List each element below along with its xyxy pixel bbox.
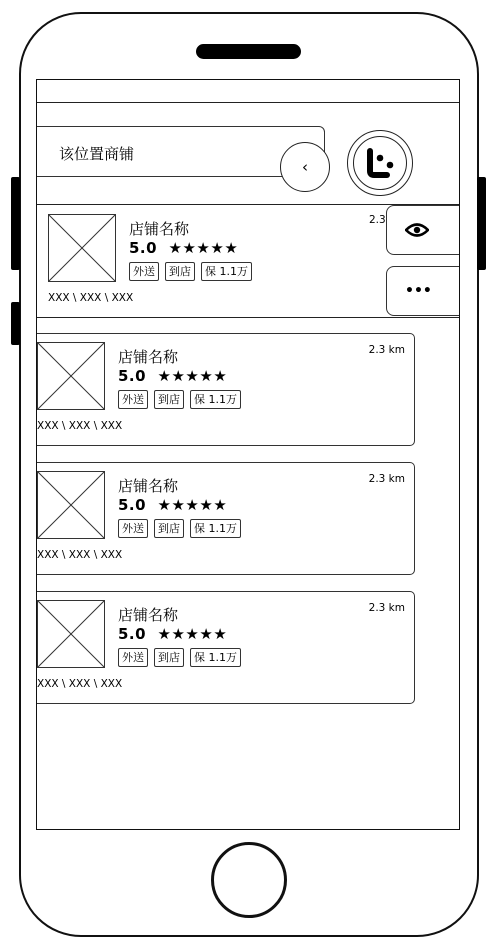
shop-name: 店铺名称: [118, 348, 179, 366]
shop-address: XXX \ XXX \ XXX: [37, 420, 123, 432]
chevron-left-icon: ‹: [302, 158, 308, 176]
shop-distance: 2.3 km: [368, 473, 405, 485]
shop-address: XXX \ XXX \ XXX: [37, 678, 123, 690]
star-rating-icon: ★★★★★: [162, 239, 239, 257]
star-rating-icon: ★★★★★: [151, 367, 228, 385]
home-button[interactable]: [211, 842, 287, 918]
shop-distance: 2.3: [369, 214, 386, 226]
shop-thumbnail: [37, 342, 105, 410]
back-button[interactable]: [280, 142, 330, 192]
shop-distance: 2.3 km: [368, 344, 405, 356]
star-rating-icon: ★★★★★: [151, 625, 228, 643]
tag-in-store: 到店: [154, 519, 184, 538]
shop-address: XXX \ XXX \ XXX: [37, 549, 123, 561]
shop-rating: [118, 625, 227, 643]
tag-guarantee: 保 1.1万: [201, 262, 252, 281]
screen: [36, 79, 460, 830]
shop-thumbnail: [37, 600, 105, 668]
shop-tags: [118, 648, 241, 667]
shop-card[interactable]: [36, 462, 415, 575]
eye-icon: [405, 222, 429, 238]
mute-switch: [11, 302, 20, 345]
tag-guarantee: 保 1.1万: [190, 390, 241, 409]
shop-tags: [118, 519, 241, 538]
shop-rating: [118, 496, 227, 514]
shop-rating: [129, 239, 238, 257]
tag-in-store: 到店: [154, 648, 184, 667]
list-divider: [37, 317, 460, 318]
shop-tags: [118, 390, 241, 409]
power-button: [477, 177, 486, 270]
rating-value: 5.0: [118, 625, 147, 643]
shop-rating: [118, 367, 227, 385]
tag-delivery: 外送: [118, 648, 148, 667]
view-action-tab[interactable]: [386, 205, 460, 255]
shop-name: 店铺名称: [118, 606, 179, 624]
tag-guarantee: 保 1.1万: [190, 519, 241, 538]
shop-address: XXX \ XXX \ XXX: [48, 292, 134, 304]
rating-value: 5.0: [118, 496, 147, 514]
tag-in-store: 到店: [154, 390, 184, 409]
shop-tags: [129, 262, 252, 281]
shop-card[interactable]: [36, 591, 415, 704]
tag-guarantee: 保 1.1万: [190, 648, 241, 667]
star-rating-icon: ★★★★★: [151, 496, 228, 514]
status-divider: [37, 102, 460, 103]
tag-delivery: 外送: [129, 262, 159, 281]
more-action-tab[interactable]: [386, 266, 460, 316]
shop-card[interactable]: [36, 333, 415, 446]
shop-thumbnail: [37, 471, 105, 539]
rating-value: 5.0: [118, 367, 147, 385]
rating-value: 5.0: [129, 239, 158, 257]
shop-distance: 2.3 km: [368, 602, 405, 614]
location-shops-label: 该位置商铺: [59, 145, 135, 163]
more-icon: •••: [405, 283, 432, 299]
shop-name: 店铺名称: [118, 477, 179, 495]
tag-delivery: 外送: [118, 519, 148, 538]
brand-logo-icon[interactable]: [353, 136, 407, 190]
tag-in-store: 到店: [165, 262, 195, 281]
phone-speaker: [196, 44, 301, 59]
shop-name: 店铺名称: [129, 220, 190, 238]
volume-button: [11, 177, 20, 270]
shop-thumbnail: [48, 214, 116, 282]
tag-delivery: 外送: [118, 390, 148, 409]
